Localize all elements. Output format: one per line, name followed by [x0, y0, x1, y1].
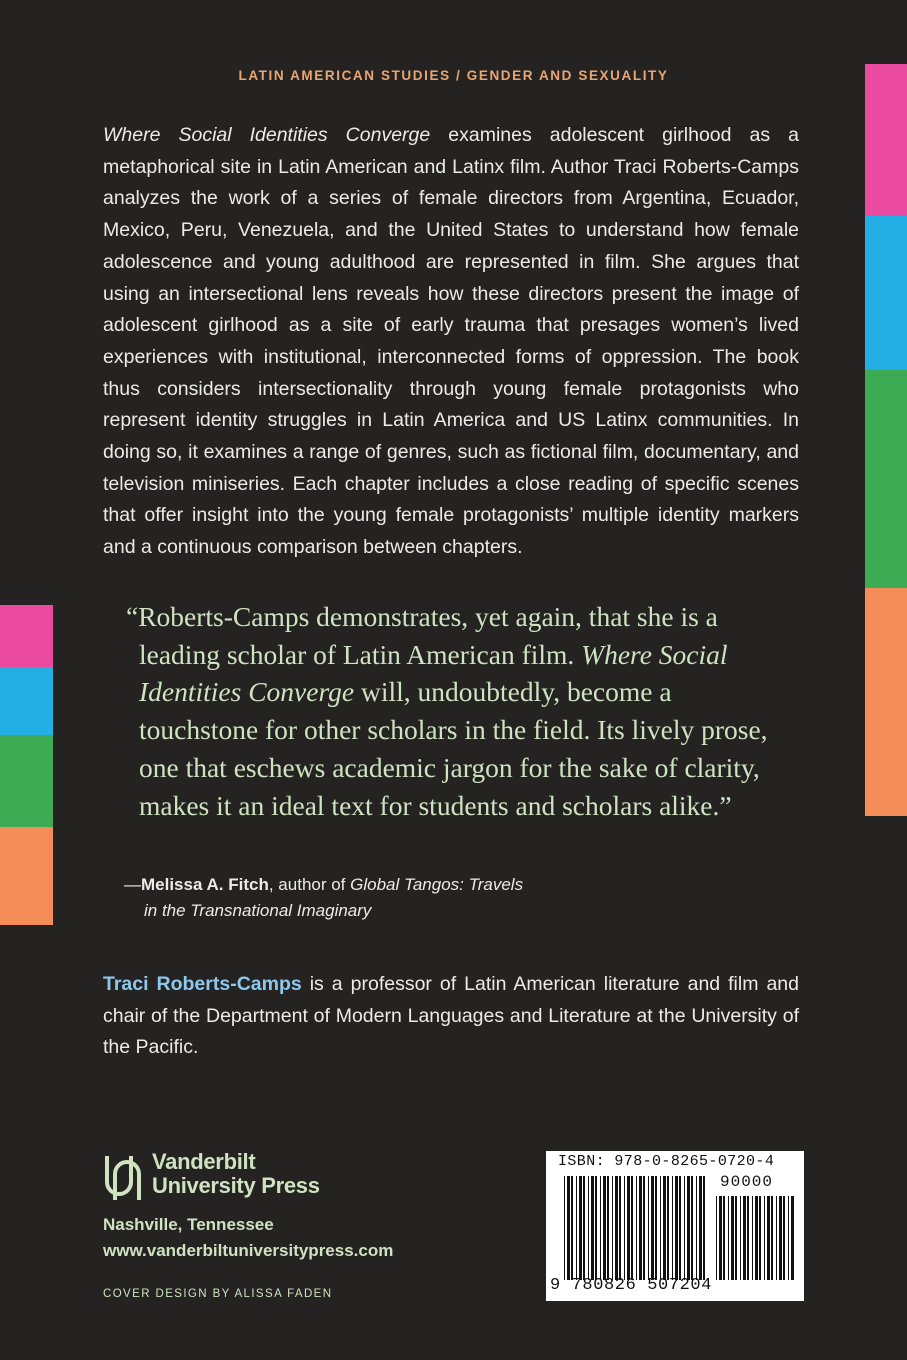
barcode-bar: [643, 1176, 645, 1280]
quote-attribution: [124, 872, 644, 924]
barcode-digits: 9 780826 507204: [550, 1276, 713, 1295]
left-stripe-pink: [0, 605, 53, 667]
barcode-bar: [660, 1176, 661, 1280]
description-text: examines adolescent girlhood as a metaphorical site in Latin American and Latinx film. Author Traci Roberts-Camps analyzes the work of a series of female directors from Argentina, Ecuador, Mexico, Peru, Venezuela, and the United States to understand how female adolescence and young adulthood are represented in film. She argues that using an intersectional lens reveals how these directors present the image of adolescent girlhood as a site of early trauma that presages women’s lived experiences with institutional, interconnected forms of oppression. The book thus considers intersectionality through young female protagonists who represent identity struggles in Latin America and US Latinx communities. In doing so, it examines a range of genres, such as fictional film, documentary, and television miniseries. Each chapter includes a close reading of specific scenes that offer insight into the young female protagonists’ multiple identity markers and a continuous comparison between chapters.: [103, 124, 800, 559]
endorsement-quote: [126, 598, 779, 824]
publisher-url[interactable]: www.vanderbiltuniversitypress.com: [103, 1241, 394, 1260]
barcode-bar: [791, 1196, 794, 1280]
author-bio: [103, 969, 799, 1064]
right-stripe-green: [865, 370, 907, 588]
barcode-bar: [648, 1176, 649, 1280]
left-stripe-blue: [0, 667, 53, 735]
barcode-bar: [603, 1176, 606, 1280]
price-code: 90000: [720, 1173, 774, 1191]
barcode-bar: [691, 1176, 693, 1280]
barcode-bars-addon: [716, 1196, 796, 1280]
barcode-bar: [595, 1176, 597, 1280]
attribution-suffix: , author of: [268, 875, 351, 894]
barcode-bar: [627, 1176, 630, 1280]
barcode-bar: [583, 1176, 585, 1280]
barcode-bar: [667, 1176, 669, 1280]
barcode-bar: [728, 1196, 729, 1280]
barcode-bar: [576, 1176, 577, 1280]
attribution-dash: —: [124, 875, 141, 894]
barcode-bar: [740, 1196, 741, 1280]
barcode-bar: [731, 1196, 734, 1280]
barcode-bar: [776, 1196, 777, 1280]
barcode-bar: [639, 1176, 642, 1280]
left-stripe-orange: [0, 827, 53, 925]
quote-part2: will, undoubtedly, become a touchstone for other scholars in the field. Its lively prose, one that eschews academic jargon for the sake of clarity, makes it an ideal text for students and scholars alike.”: [139, 676, 768, 821]
barcode-bar: [567, 1176, 570, 1280]
quote-book-title: Where Social Identities Converge: [139, 638, 728, 708]
barcode-bar: [752, 1196, 753, 1280]
quote-part1: “Roberts-Camps demonstrates, yet again, that she is a leading scholar of Latin American film.: [126, 601, 718, 670]
attribution-book-line1: Global Tangos: Travels: [350, 875, 524, 894]
barcode-bar: [788, 1196, 789, 1280]
category-heading: LATIN AMERICAN STUDIES / GENDER AND SEXUALITY: [238, 68, 669, 83]
barcode-bar: [655, 1176, 657, 1280]
barcode-bar: [747, 1196, 749, 1280]
bio-text: is a professor of Latin American literature and film and chair of the Department of Modern Languages and Literature at the University of the Pacific.: [103, 973, 799, 1059]
barcode-bar: [779, 1196, 782, 1280]
barcode-bar: [571, 1176, 573, 1280]
attribution-author: Melissa A. Fitch: [141, 875, 269, 894]
barcode-bar: [631, 1176, 633, 1280]
description-book-title: Where Social Identities Converge: [103, 124, 431, 146]
barcode-bar: [764, 1196, 765, 1280]
barcode-bar: [636, 1176, 637, 1280]
publisher-name-line1: Vanderbilt: [152, 1149, 256, 1174]
barcode-bar: [579, 1176, 582, 1280]
right-stripe-orange: [865, 588, 907, 816]
barcode-bar: [672, 1176, 673, 1280]
barcode-bar: [699, 1176, 702, 1280]
publisher-name-line2: University Press: [152, 1173, 320, 1198]
barcode-bar: [719, 1196, 722, 1280]
barcode-bar: [684, 1176, 685, 1280]
cover-credit: COVER DESIGN BY ALISSA FADEN: [103, 1288, 333, 1300]
barcode-bar: [771, 1196, 773, 1280]
barcode-bar: [615, 1176, 618, 1280]
left-stripe-green: [0, 735, 53, 827]
barcode-bar: [600, 1176, 601, 1280]
book-description: [103, 120, 799, 564]
barcode-bar: [619, 1176, 621, 1280]
barcode-bar: [607, 1176, 609, 1280]
barcode-bar: [624, 1176, 625, 1280]
bio-author-name: Traci Roberts-Camps: [103, 973, 302, 995]
barcode-bar: [743, 1196, 746, 1280]
right-stripe-blue: [865, 216, 907, 370]
attribution-book-line2: in the Transnational Imaginary: [144, 901, 372, 920]
barcode-bar: [663, 1176, 666, 1280]
barcode-bar: [759, 1196, 761, 1280]
barcode-bar: [564, 1176, 565, 1280]
barcode-bar: [716, 1196, 717, 1280]
barcode-bar: [723, 1196, 725, 1280]
right-stripe-pink: [865, 64, 907, 216]
publisher-name: [152, 1150, 320, 1198]
barcode-bar: [675, 1176, 678, 1280]
barcode-bar: [679, 1176, 681, 1280]
barcode-bar: [687, 1176, 690, 1280]
barcode-bar: [755, 1196, 758, 1280]
isbn-label: ISBN: 978-0-8265-0720-4: [558, 1153, 775, 1170]
barcode-bar: [588, 1176, 589, 1280]
barcode-bar: [735, 1196, 737, 1280]
publisher-city: Nashville, Tennessee: [103, 1215, 274, 1234]
barcode-bar: [696, 1176, 697, 1280]
vanderbilt-u-logo-icon: [103, 1152, 143, 1204]
barcode-bar: [591, 1176, 594, 1280]
barcode-bar: [651, 1176, 654, 1280]
barcode-bar: [703, 1176, 705, 1280]
barcode-bar: [612, 1176, 613, 1280]
barcode-bar: [783, 1196, 785, 1280]
barcode-bars-main: [564, 1176, 706, 1280]
barcode-bar: [767, 1196, 770, 1280]
